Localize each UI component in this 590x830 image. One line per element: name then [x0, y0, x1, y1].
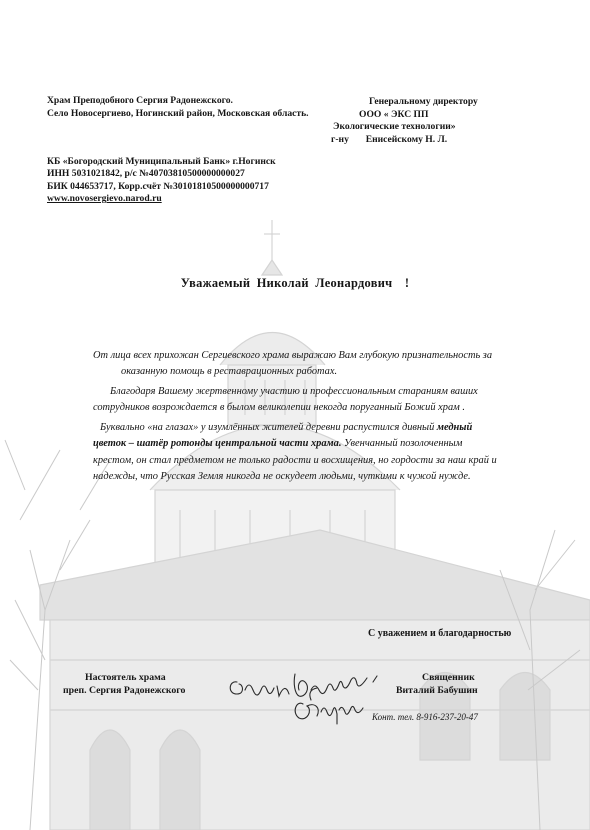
body-line: крестом, он стал предметом не только радости и восхищения, но гордости за наш край и	[93, 455, 497, 466]
body-line: оказанную помощь в реставрационных работах.	[121, 366, 338, 377]
rector-block	[63, 672, 185, 698]
salutation	[0, 276, 590, 291]
body-line: сотрудников возрождается в былом великолепии некогда поруганный Божий храм .	[93, 402, 465, 413]
website-link[interactable]: www.novosergievo.narod.ru	[47, 193, 162, 205]
bank-line: ИНН 5031021842, р/с №40703810500000000027	[47, 168, 245, 180]
recipient-line: Экологические технологии»	[333, 121, 456, 132]
bank-line: КБ «Богородский Муниципальный Банк» г.Ногинск	[47, 156, 276, 167]
contact-phone: Конт. тел. 8-916-237-20-47	[372, 712, 478, 722]
sender-line: Село Новосергиево, Ногинский район, Московская область.	[47, 107, 309, 119]
priest-name: Виталий Бабушин	[396, 684, 478, 696]
sender-address	[47, 95, 309, 120]
priest-title: Священник	[422, 672, 475, 683]
body-line: надежды, что Русская Земля никогда не оскудеет людьми, чуткими к чужой нужде.	[93, 471, 471, 482]
sender-line: Храм Преподобного Сергия Радонежского.	[47, 95, 233, 106]
body-segment: Увенчанный позолоченным	[341, 438, 463, 449]
recipient-address	[331, 96, 478, 146]
rector-title: Настоятель храма	[85, 672, 166, 683]
salutation-text: Уважаемый Николай Леонардович	[180, 276, 393, 290]
priest-block	[396, 672, 478, 698]
recipient-name: Енисейскому Н. Л.	[365, 133, 448, 145]
body-line: От лица всех прихожан Сергиевского храма выражаю Вам глубокую признательность за	[93, 350, 493, 361]
body-line	[100, 420, 472, 436]
bank-line: БИК 044653717, Корр.счёт №30101810500000000717	[47, 180, 269, 192]
recipient-name-line	[331, 134, 478, 147]
body-emphasis: медный	[436, 422, 473, 433]
recipient-line: ООО « ЭКС ПП	[359, 108, 429, 120]
recipient-prefix: г-ну	[331, 133, 349, 145]
bank-details	[47, 156, 276, 206]
body-line	[93, 436, 462, 452]
rector-church: преп. Сергия Радонежского	[63, 684, 186, 696]
body-line: Благодаря Вашему жертвенному участию и профессиональным стараниям ваших	[110, 386, 478, 397]
body-segment: Буквально «на глазах» у изумлённых жителей деревни распустился дивный	[100, 422, 437, 433]
handwritten-signature	[225, 660, 395, 728]
body-emphasis: цветок – шатёр ротонды центральной части храма.	[93, 438, 342, 449]
recipient-line: Генеральному директору	[369, 96, 478, 107]
salutation-mark: !	[404, 276, 410, 290]
closing-phrase: С уважением и благодарностью	[368, 628, 512, 639]
